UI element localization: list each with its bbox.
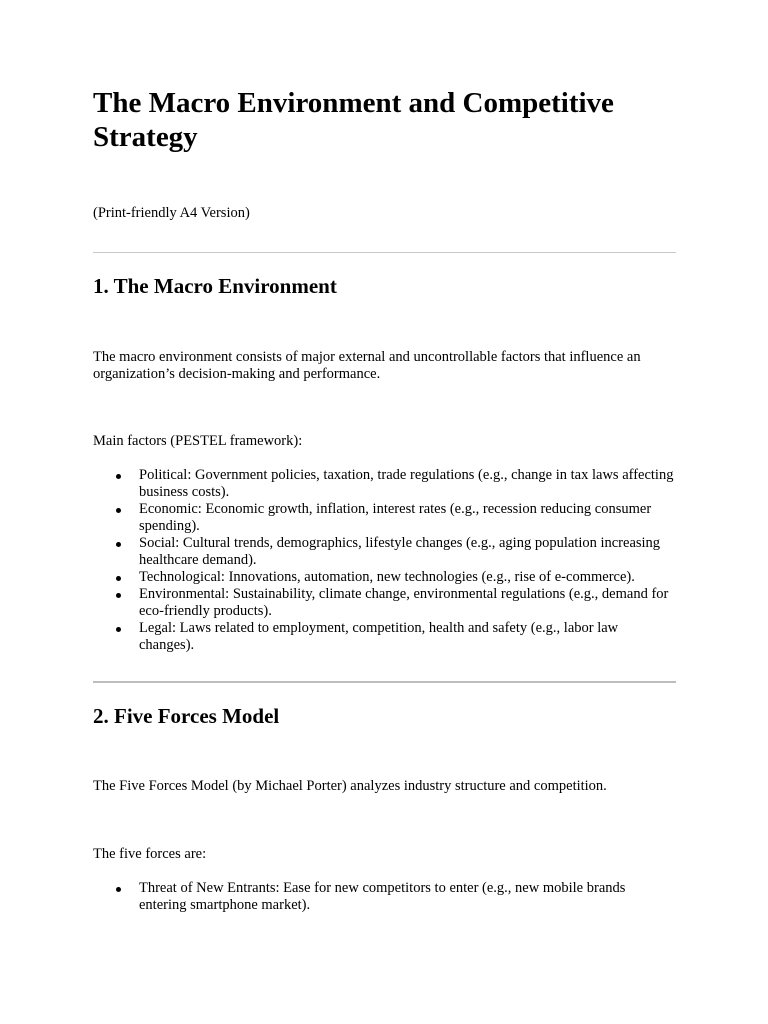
bullet-icon: [116, 576, 121, 581]
bullet-icon: [116, 887, 121, 892]
list-item: [93, 586, 676, 620]
section-heading-five-forces: 2. Five Forces Model: [93, 704, 280, 728]
list-item-text: Economic: Economic growth, inflation, interest rates (e.g., recession reducing consumer spending).: [139, 501, 652, 534]
document-title: The Macro Environment and Competitive Strategy: [93, 87, 614, 153]
section-divider: [93, 681, 676, 683]
list-item-text: Threat of New Entrants: Ease for new competitors to enter (e.g., new mobile brands entering smartphone market).: [139, 880, 626, 913]
list-item-text: Social: Cultural trends, demographics, lifestyle changes (e.g., aging population increasing healthcare demand).: [139, 535, 661, 568]
section-divider: [93, 252, 676, 253]
list-item-text: Environmental: Sustainability, climate change, environmental regulations (e.g., demand for eco-friendly products).: [139, 586, 669, 619]
list-item-text: Legal: Laws related to employment, competition, health and safety (e.g., labor law changes).: [139, 620, 619, 653]
macro-environment-intro: The macro environment consists of major external and uncontrollable factors that influence an organization’s decision-making and performance.: [93, 349, 641, 382]
section-heading-macro-environment: 1. The Macro Environment: [93, 274, 337, 298]
list-item: [93, 569, 676, 586]
bullet-icon: [116, 508, 121, 513]
list-item: [93, 620, 676, 654]
bullet-icon: [116, 593, 121, 598]
five-forces-list: [93, 880, 676, 914]
document-subtitle: (Print-friendly A4 Version): [93, 205, 250, 221]
bullet-icon: [116, 627, 121, 632]
list-item: [93, 501, 676, 535]
list-item: [93, 880, 676, 914]
list-item-text: Technological: Innovations, automation, new technologies (e.g., rise of e-commerce).: [139, 569, 635, 585]
five-forces-label: The five forces are:: [93, 846, 207, 862]
five-forces-intro: The Five Forces Model (by Michael Porter) analyzes industry structure and competition.: [93, 778, 607, 794]
pestel-list: [93, 467, 676, 654]
list-item: [93, 467, 676, 501]
pestel-label: Main factors (PESTEL framework):: [93, 433, 303, 449]
list-item: [93, 535, 676, 569]
list-item-text: Political: Government policies, taxation, trade regulations (e.g., change in tax laws affecting business costs).: [139, 467, 674, 500]
bullet-icon: [116, 542, 121, 547]
bullet-icon: [116, 474, 121, 479]
